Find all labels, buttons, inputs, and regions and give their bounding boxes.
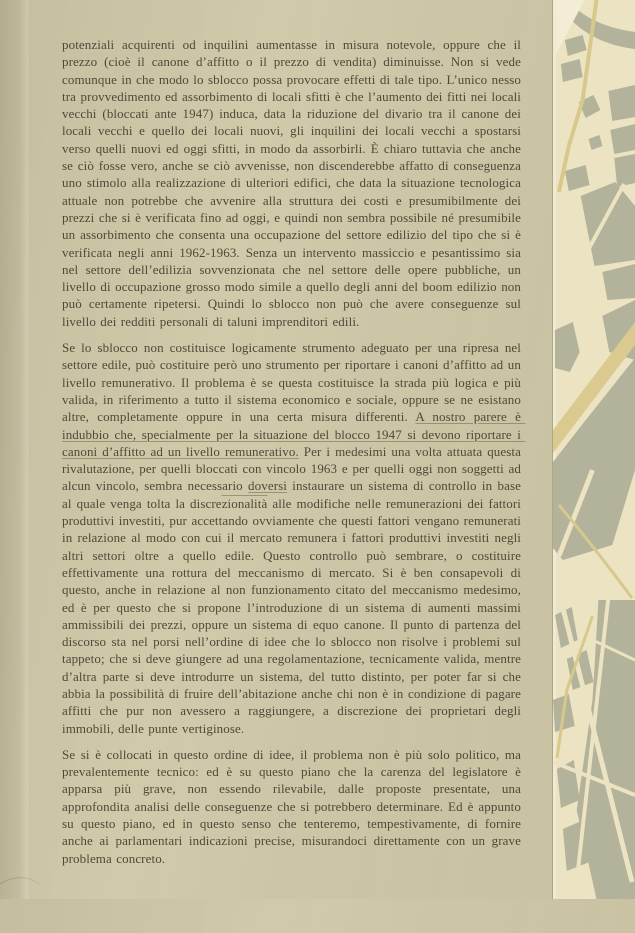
- paragraph: [62, 36, 526, 330]
- city-map-endpaper: [552, 0, 635, 899]
- text-segment: Se lo sblocco non costituisce logicamente strumento adeguato per una ripresa nel settore edile, può costituire però uno strumento per riportare i canoni d’affitto ad un livello remunerativo. Il problema è se questa costituisce la strada più logica e più valida, in riferimento a tutto il sistema economico e sociale, oppure se ne esistano altre, completamente oppure in una certa misura differenti.: [62, 340, 526, 425]
- paragraph: [62, 746, 526, 867]
- page-corner-curl: [0, 870, 52, 933]
- page-gutter-shadow: [0, 0, 30, 899]
- text-segment: instaurare un sistema di controllo in base al quale venga tolta la discre: [62, 478, 526, 511]
- page-text: [62, 36, 526, 876]
- pencil-underlined-text: doversi: [248, 478, 288, 494]
- text-segment: Se si è collocati in questo ordine di idee, il problema non è più solo politico, ma prevalentemente tecnico: ed è su questo piano che la carenza del legislatore è apparsa più grave, non essendo rilevabile, dalle proposte presentate, una approfondita analisi delle conseguenze che si potrebbero determinare. Ed è appunto su questo piano, ed in questo senso che tenteremo, tempestivamente, di fornire anche ai parlamentari indicazioni precise, misurandoci direttamente con un grave problema concreto.: [62, 746, 526, 866]
- text-segment: alle modifiche nelle remunerazioni dei fattori produttivi investiti, pur accettando ovviamente che questi fattori vengano remunerati in relazione al modo con cui il mercato remunera i fattori produttivi investiti negli altri settori oltre a quello edile. Questo controllo può sembrare, o costituire effettivamente una rottura del meccanismo di mercato. Si è ben consapevoli di questo, anche in relazione al non funzionamento citato del meccanismo medesimo, ed è per questo che si propone l’introduzione di un sistema di aumenti massimi ammissibili dei prezzi, oppure un sistema di equo canone. Il punto di partenza del discorso sta nel porsi nell’ordine di idee che lo sblocco non risolve i problemi sul tappeto; che si deve giungere ad una regolamentazione, tecnicamente valida, mentre d’altra parte si deve introdurre un sistema, del tutto distinto, per poter far si che abbia la possibilità di fruire dell’abitazione anche chi non è in condizione di pagare affitti che pur non avessero a raggiungere, a discrezione dei proprietari degli immobili, delle punte vertiginose.: [62, 495, 526, 736]
- text-segment: potenziali acquirenti od inquilini aumentasse in misura notevole, oppure che il prezzo (cioè il canone d’affitto o il prezzo di vendita) diminuisse. Non si vede comunque in che modo lo sblocco possa provocare effetti di tale tipo. L’unico nesso tra provvedimento ed assorbimento di locali sfitti è che l’aumento dei fitti nei locali vecchi (bloccati ante 1947) induca, data la riduzione del divario tra il canone dei locali vecchi e quello dei locali nuovi, gli inquilini dei locali vecchi a spostarsi verso quelli nuovi ed oggi sfitti, in modo da assorbirli. È chiaro tuttavia che anche se ciò fosse vero, anche se ciò avvenisse, non discenderebbe affatto di conseguenza uno stimolo alla realizzazione di ulteriori edifici, che data la situazione tecnologica attuale non potrebbe che avvenire alla struttura dei costi e presumibilmente dei prezzi che si è verificata fino ad oggi, e quindi non sembra possibile né presumibile un assorbimento che consenta una occupazione del settore edilizio del tipo che si è verificata negli anni 1962-1963. Senza un intervento massiccio e pesantissimo sia nel settore dell’edilizia sovvenzionata che nel settore delle opere pubbliche, un livello di occupazione grosso modo simile a quello degli anni del boom edilizio non può certamente ripetersi. Quindi lo sblocco non può che avere conseguenze sul livello dei redditi personali di taluni imprenditori edili.: [62, 37, 526, 329]
- city-map-illustration: [553, 0, 635, 899]
- pencil-overlined-text: zionalità: [221, 495, 268, 511]
- paragraph: [62, 339, 526, 737]
- text-segment: Per i medesimi una volta attuata questa rivalutazione, per quelli bloccati con vincolo 1963 e per quelli oggi non soggetti ad alcun vincolo, sembra necessario: [62, 443, 526, 494]
- pencil-underlined-text: A nostro parere è indubbio che, specialmente per la situazione del blocco 1947 si devono riportare i canoni d’affitto ad un livello remunerativo.: [62, 409, 526, 459]
